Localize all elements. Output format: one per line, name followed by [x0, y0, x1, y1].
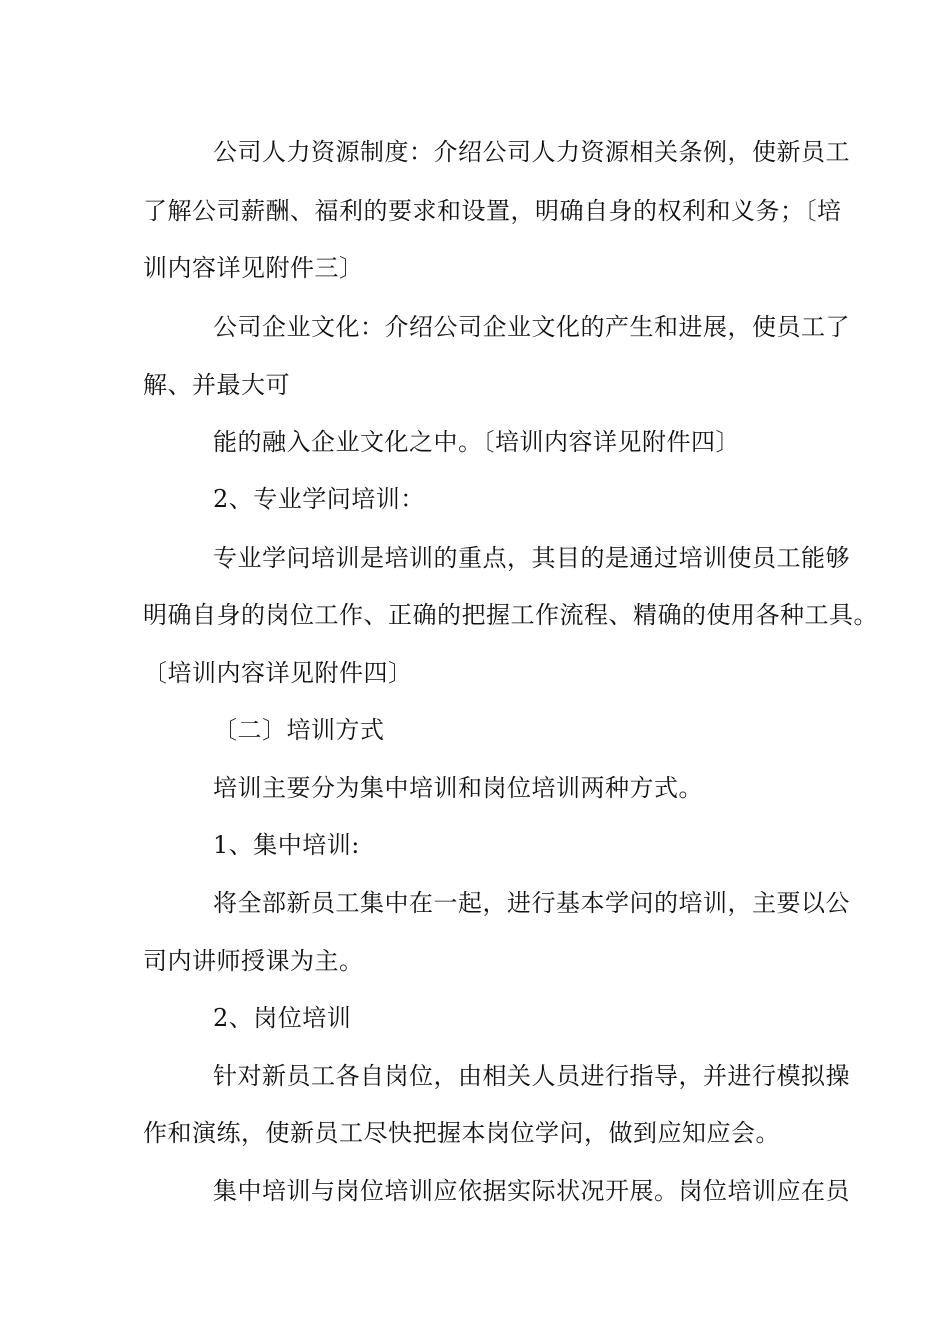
text-line: 专业学问培训是培训的重点，其目的是通过培训使员工能够 — [213, 544, 850, 572]
text-line: 将全部新员工集中在一起，进行基本学问的培训，主要以公 — [213, 889, 850, 917]
text-line: 培训主要分为集中培训和岗位培训两种方式。 — [213, 774, 703, 802]
text-line: 能的融入企业文化之中。〔培训内容详见附件四〕 — [213, 428, 740, 456]
text-line: 公司企业文化：介绍公司企业文化的产生和进展，使员工了 — [213, 313, 850, 341]
text-line: 训内容详见附件三〕 — [143, 254, 364, 282]
text-line: 〔培训内容详见附件四〕 — [143, 659, 413, 687]
text-line: 针对新员工各自岗位，由相关人员进行指导，并进行模拟操 — [213, 1062, 850, 1090]
text-line: 明确自身的岗位工作、正确的把握工作流程、精确的使用各种工具。 — [143, 601, 878, 629]
section-heading: 〔二〕培训方式 — [213, 716, 385, 744]
section-heading: 2、专业学问培训： — [213, 485, 425, 513]
text-line: 集中培训与岗位培训应依据实际状况开展。岗位培训应在员 — [213, 1177, 850, 1205]
section-heading: 2、岗位培训 — [213, 1004, 352, 1032]
text-line: 作和演练，使新员工尽快把握本岗位学问，做到应知应会。 — [143, 1119, 780, 1147]
section-heading: 1、集中培训: — [213, 831, 360, 859]
text-line: 解、并最大可 — [143, 371, 290, 399]
text-line: 公司人力资源制度：介绍公司人力资源相关条例，使新员工 — [213, 138, 850, 166]
text-line: 司内讲师授课为主。 — [143, 947, 364, 975]
text-line: 了解公司薪酬、福利的要求和设置，明确自身的权利和义务；〔培 — [143, 197, 842, 225]
